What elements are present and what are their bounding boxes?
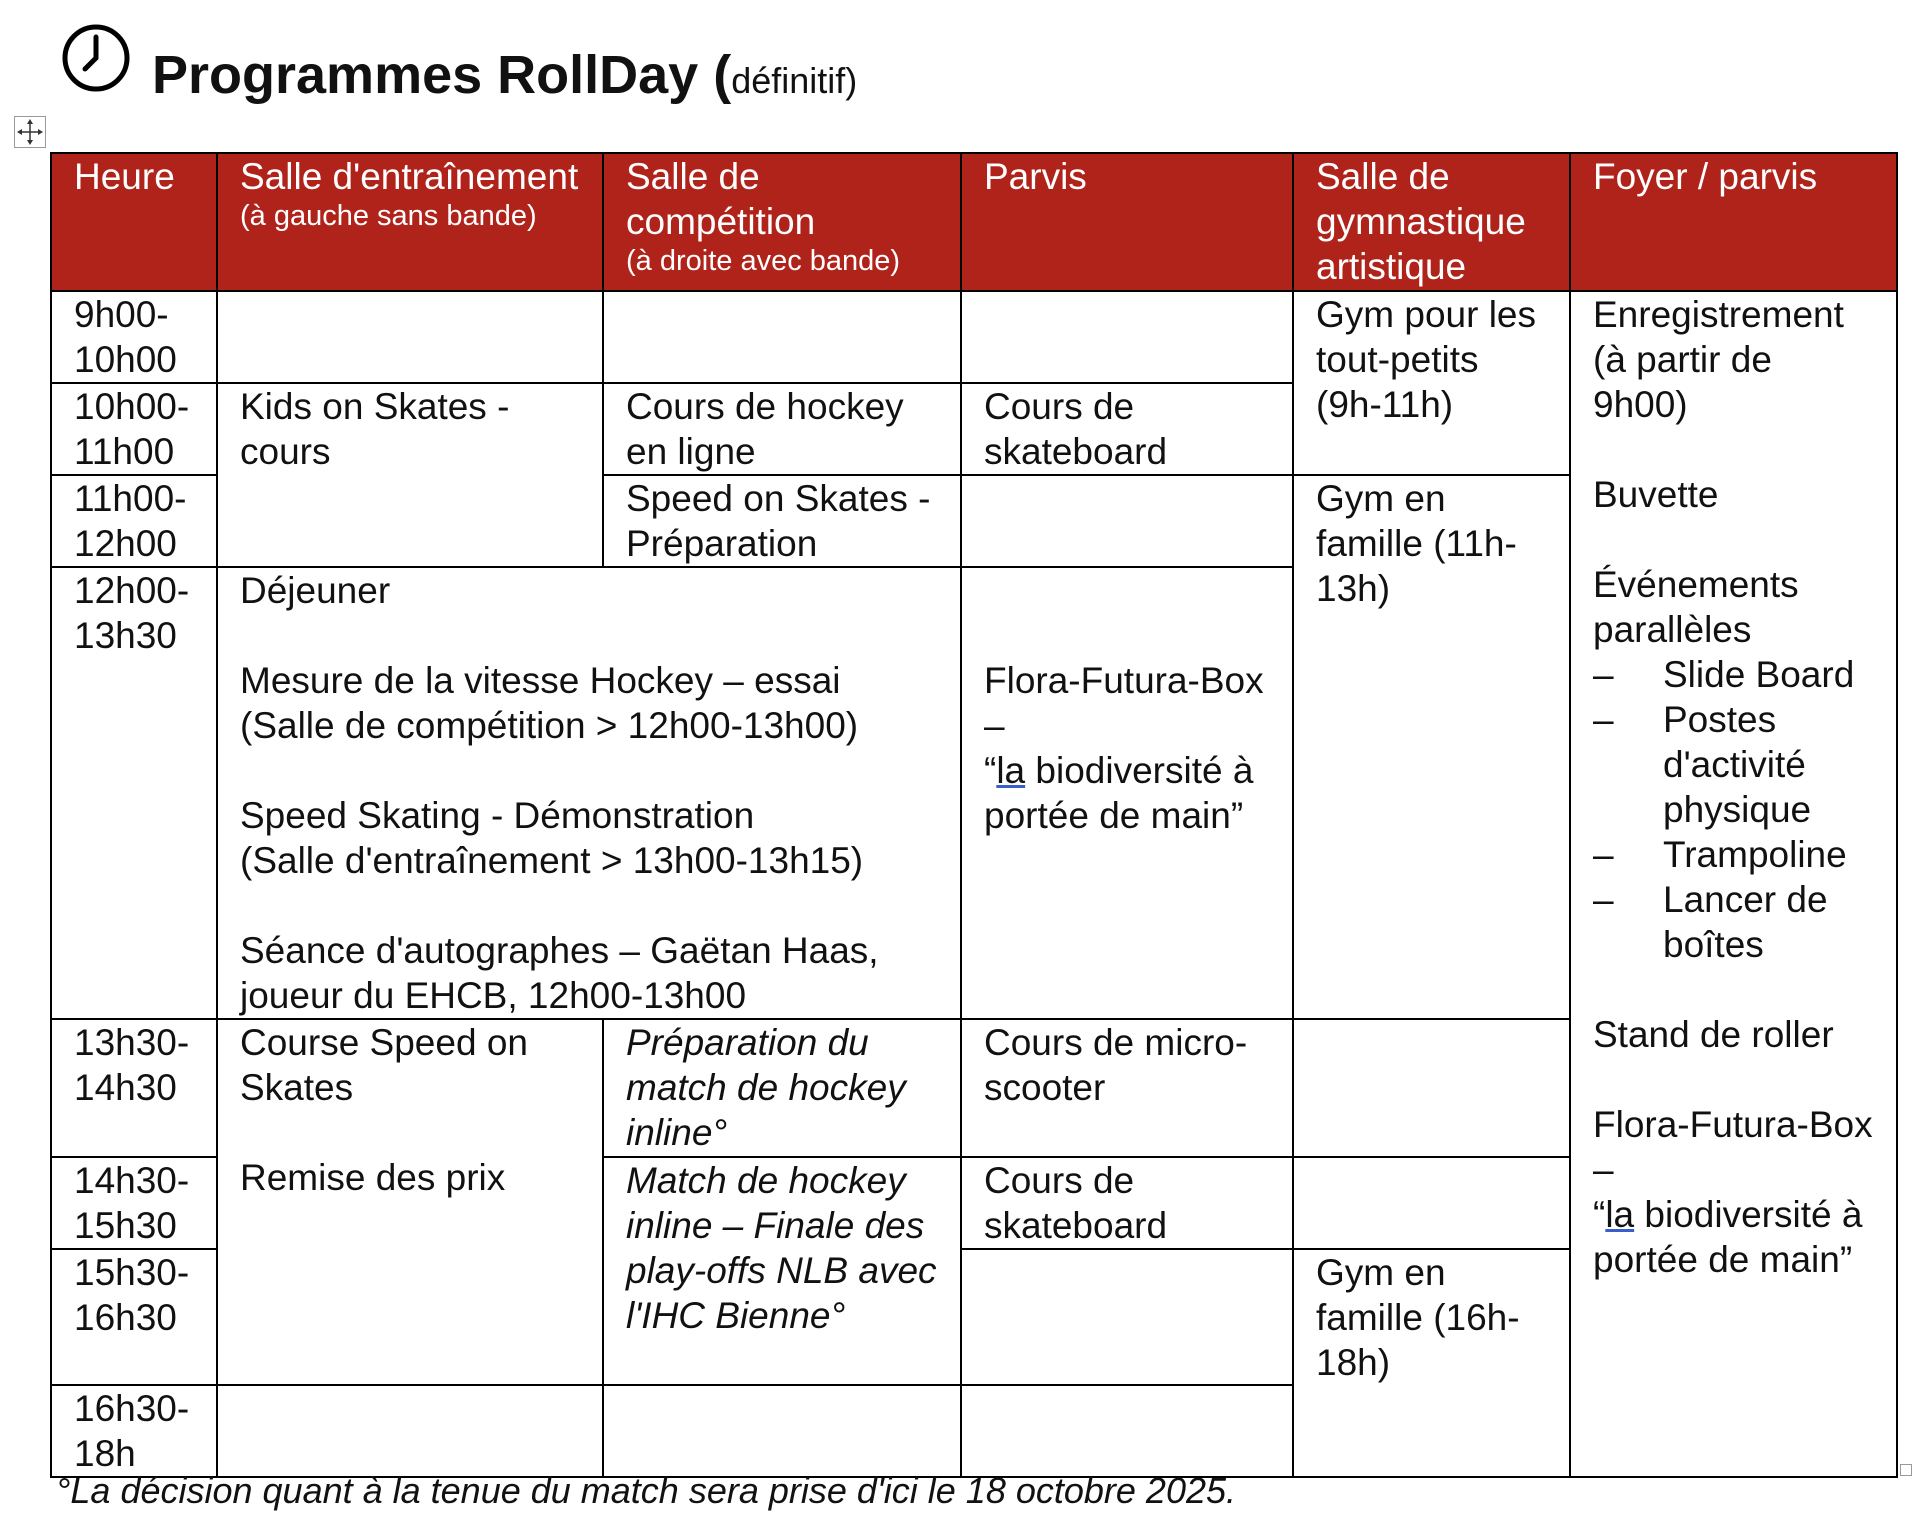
speed-demo-detail: (Salle d'entraînement > 13h00-13h15) <box>240 840 864 881</box>
empty-cell <box>1293 1019 1570 1157</box>
table-resize-handle[interactable] <box>1900 1464 1912 1476</box>
header-salle-entrainement: Salle d'entraînement (à gauche sans bande) <box>217 153 603 291</box>
header-salle-competition: Salle de compétition (à droite avec bande) <box>603 153 961 291</box>
foyer-flora-title: Flora-Futura-Box – <box>1593 1104 1873 1190</box>
match-cell: Match de hockey inline – Finale des play-offs NLB avec l'IHC Bienne° <box>603 1157 961 1385</box>
speed-demo-title: Speed Skating - Démonstration <box>240 795 755 836</box>
clock-icon <box>60 22 132 94</box>
foyer-buvette: Buvette <box>1593 474 1719 515</box>
prep-match-cell: Préparation du match de hockey inline° <box>603 1019 961 1157</box>
speed-prep-cell: Speed on Skates - Préparation <box>603 475 961 567</box>
move-arrows-icon <box>15 117 45 147</box>
page-title <box>152 45 858 105</box>
foyer-stand: Stand de roller <box>1593 1014 1834 1055</box>
remise-prix: Remise des prix <box>240 1157 506 1198</box>
skate-course-cell: Cours de skateboard <box>961 383 1293 475</box>
title-sub: définitif) <box>731 60 858 101</box>
course-speed-cell <box>217 1019 603 1385</box>
gym-famille-cell: Gym en famille (16h-18h) <box>1293 1249 1570 1477</box>
flora-cell: Flora-Futura-Box – “la biodiversité à portée de main” <box>961 567 1293 1019</box>
header-heure: Heure <box>51 153 217 291</box>
header-parvis: Parvis <box>961 153 1293 291</box>
empty-cell <box>961 1385 1293 1477</box>
gym-famille-cell: Gym en famille (11h-13h) <box>1293 475 1570 1019</box>
time-cell: 11h00-12h00 <box>51 475 217 567</box>
list-item: – Postes d'activité physique <box>1593 697 1874 832</box>
foyer-evenements: Événements parallèles <box>1593 564 1799 650</box>
empty-cell <box>961 1249 1293 1385</box>
header-row <box>51 153 1897 291</box>
empty-cell <box>961 475 1293 567</box>
course-speed: Course Speed on Skates <box>240 1022 528 1108</box>
spelling-underline: la <box>1605 1194 1635 1235</box>
list-item: – Trampoline <box>1593 832 1874 877</box>
empty-cell <box>1293 1157 1570 1249</box>
autographes: Séance d'autographes – Gaëtan Haas, joueur du EHCB, 12h00-13h00 <box>240 930 879 1016</box>
table-move-handle[interactable] <box>14 116 46 148</box>
empty-cell <box>217 291 603 383</box>
time-cell: 15h30-16h30 <box>51 1249 217 1385</box>
empty-cell <box>603 1385 961 1477</box>
micro-scooter-cell: Cours de micro-scooter <box>961 1019 1293 1157</box>
dejeuner: Déjeuner <box>240 570 391 611</box>
foyer-enregistrement: Enregistrement (à partir de 9h00) <box>1593 294 1844 425</box>
empty-cell <box>217 1385 603 1477</box>
foyer-events-list <box>1593 652 1874 967</box>
flora-title: Flora-Futura-Box – <box>984 660 1264 746</box>
time-cell: 16h30-18h <box>51 1385 217 1477</box>
footnote: °La décision quant à la tenue du match sera prise d'ici le 18 octobre 2025. <box>56 1470 1237 1511</box>
mesure-detail: (Salle de compétition > 12h00-13h00) <box>240 705 859 746</box>
skate-course-cell: Cours de skateboard <box>961 1157 1293 1249</box>
kids-cell: Kids on Skates - cours <box>217 383 603 567</box>
mesure-title: Mesure de la vitesse Hockey – essai <box>240 660 841 701</box>
time-cell: 12h00-13h30 <box>51 567 217 1019</box>
time-cell: 9h00-10h00 <box>51 291 217 383</box>
empty-cell <box>603 291 961 383</box>
list-item: – Slide Board <box>1593 652 1874 697</box>
header-foyer: Foyer / parvis <box>1570 153 1897 291</box>
title-row <box>60 18 1860 118</box>
time-cell: 14h30-15h30 <box>51 1157 217 1249</box>
empty-cell <box>961 291 1293 383</box>
title-main: Programmes RollDay ( <box>152 45 732 105</box>
gym-petits-cell: Gym pour les tout-petits (9h-11h) <box>1293 291 1570 475</box>
program-table <box>50 152 1898 1478</box>
midday-cell <box>217 567 961 1019</box>
time-cell: 13h30-14h30 <box>51 1019 217 1157</box>
hockey-course-cell: Cours de hockey en ligne <box>603 383 961 475</box>
header-salle-gym: Salle de gymnastique artistique <box>1293 153 1570 291</box>
spelling-underline: la <box>996 750 1026 791</box>
time-cell: 10h00-11h00 <box>51 383 217 475</box>
foyer-cell: Enregistrement (à partir de 9h00) Buvette Événements parallèles – Slide Board – Postes d'activité physique – Trampoline – Lancer de boîtes Stand de roller Flora-Futura-Box – “la biodiversité à portée de main” <box>1570 291 1897 1477</box>
list-item: – Lancer de boîtes <box>1593 877 1874 967</box>
table-row <box>51 291 1897 383</box>
